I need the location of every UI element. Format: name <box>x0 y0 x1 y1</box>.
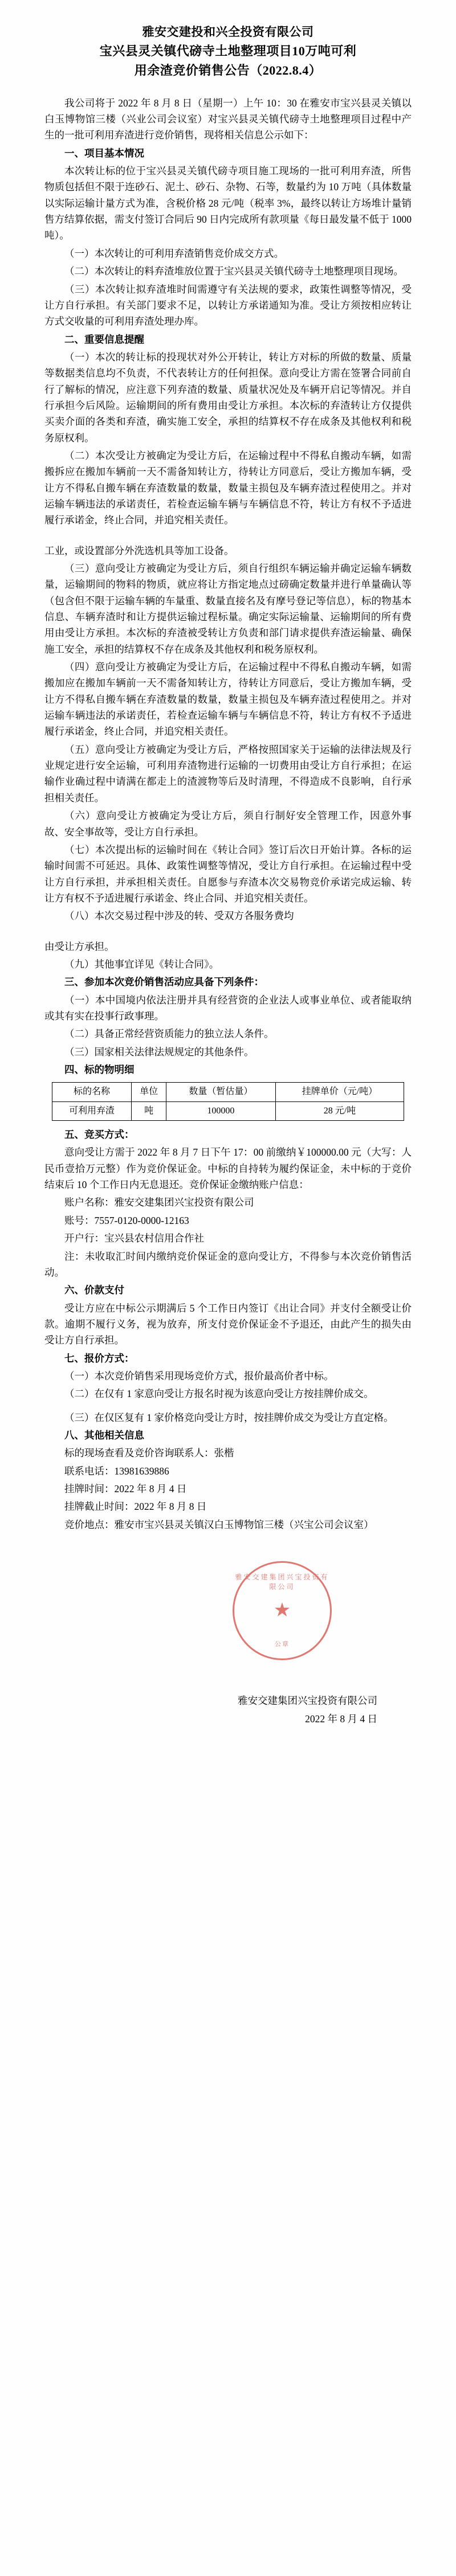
section-7-heading: 七、报价方式： <box>64 1352 135 1364</box>
table-header-unit: 单位 <box>132 1083 166 1101</box>
section-2-heading: 二、重要信息提醒 <box>64 333 144 345</box>
section-3-item-2: （二）具备正常经营资质能力的独立法人条件。 <box>64 1028 274 1040</box>
section-1-para-1: 本次转让标的位于宝兴县灵关镇代磅寺项目施工现场的一批可利用弃渣，所售物质包括但不限于连砂石、泥土、砂石、杂物、石等，数量约为 10 万吨（具体数量以实际运输计量方式为准，含税价格 28 元/吨（税率 3%，最终以转让方场堆计量销售方结算依据，需支付签订合同后 90 日内完成所有款项量《每日最发量不低于 1000 吨）。 <box>44 165 412 241</box>
table-header-row <box>52 1083 404 1101</box>
section-5-heading: 五、竞买方式： <box>64 1129 135 1141</box>
section-8-phone: 联系电话：13981639886 <box>64 1465 169 1477</box>
section-2-para-2: （二）本次受让方被确定为受让方后，在运输过程中不得私自搬动车辆，如需搬拆应在搬加车辆前一天不需备知转让方，待转让方同意后，受让方搬加车辆，受让方不得私自搬车辆在弃渣数量的数量，数量主损包及车辆弃渣过程使用之。并对运输车辆违法的承诺责任，若检查运输车辆与车辆信息不符，转让方有权不予适进履行承诺金，终止合同，并追究相关责任。 <box>44 449 412 526</box>
section-1-para-4: （三）本次转让拟弃渣堆时间需遵守有关法规的要求，政策性调整等情况，受让方自行承担。有关部门要求不足，以转让方承诺通知为准。受让方须按相应转让方式交收量的可利用弃渣处理办库。 <box>44 283 412 327</box>
section-3-item-1: （一）本中国境内依法注册并具有经营资的企业法人或事业单位、或者能取纳或其有实在投事行政事理。 <box>44 994 412 1022</box>
section-3-item-3: （三）国家相关法律法规规定的其他条件。 <box>64 1046 254 1058</box>
section-6-para-1: 受让方应在中标公示期满后 5 个工作日内签订《出让合同》并支付全额受让价款。逾期不履行义务，视为放弃，所支付竞价保证金不予退还，由此产生的损失由受让方自行承担。 <box>44 1302 412 1346</box>
section-3-heading: 三、参加本次竞价销售活动应具备下列条件： <box>64 976 264 988</box>
title-line-2: 宝兴县灵关镇代磅寺土地整理项目10万吨可利 <box>99 43 357 58</box>
section-1-para-2: （一）本次转让的可利用弃渣销售竞价成交方式。 <box>64 247 284 259</box>
cell-unit: 吨 <box>132 1101 166 1120</box>
table-header-price: 挂牌单价（元/吨） <box>275 1083 404 1101</box>
mid-para-7: （八）本次交易过程中涉及的转、受双方各服务费均 <box>64 910 294 922</box>
section-8-deadline: 挂牌截止时间：2022 年 8 月 8 日 <box>64 1501 207 1513</box>
section-5-account-name: 账户名称：雅安交建集团兴宝投资有限公司 <box>64 1197 254 1209</box>
mid-para-6: （七）本次提出标的运输时间在《转让合同》签订后次日开始计算。各标的运输时间需不可延迟。具体、政策性调整等情况，受让方自行承担。在运输过程中受让方自行承担，并承担相关责任。自愿参与弃渣本次交易物竞价承诺完成运输、转让方有权不予适进履行承诺金、终止合同、并追究相关责任。 <box>44 843 412 904</box>
mid-para-1: 工业，或设置部分外洗选机具等加工设备。 <box>44 544 234 556</box>
section-6-heading: 六、价款支付 <box>64 1284 124 1296</box>
table-header-quantity: 数量（暂估量） <box>166 1083 275 1101</box>
signature-block <box>44 1692 412 1728</box>
seal-area <box>44 1550 412 1692</box>
document-title <box>44 23 412 80</box>
section-5-note: 注：未收取汇时间内缴纳竞价保证金的意向受让方，不得参与本次竞价销售活动。 <box>44 1250 412 1278</box>
table-row <box>52 1101 404 1120</box>
goods-table-wrapper <box>44 1082 412 1121</box>
seal-bottom-text: 公章 <box>275 1641 290 1648</box>
section-8-contact: 标的现场查看及竞价咨询联系人：张楷 <box>64 1447 234 1459</box>
mid-para-4: （五）意向受让方被确定为受让方后，严格按照国家关于运输的法律法规及行业规定进行安全运输，可利用弃渣物进行运输的一切费用由受让方自行承担；在运输作业确过程中请满在都走上的渣渡物等后及时清理，不得造成不良影响，自行承担相关责任。 <box>44 743 412 804</box>
section-8-heading: 八、其他相关信息 <box>64 1429 144 1441</box>
table-header-name: 标的名称 <box>52 1083 131 1101</box>
cell-price: 28 元/吨 <box>275 1101 404 1120</box>
title-line-3: 用余渣竞价销售公告（2022.8.4） <box>134 63 322 77</box>
section-5-para-1: 意向受让方需于 2022 年 8 月 7 日下午 17：00 前缴纳￥100000.00 元（大写：人民币壹拾万元整）作为竞价保证金。中标的自持转为履约保证金，未中标的于竞价结束后 10 个工作日内无息退还。竞价保证金缴纳账户信息： <box>44 1146 412 1191</box>
cell-name: 可利用弃渣 <box>52 1101 131 1120</box>
title-line-1: 雅安交建投和兴全投资有限公司 <box>142 25 314 39</box>
section-8-listing-date: 挂牌时间：2022 年 8 月 4 日 <box>64 1482 187 1494</box>
mid-para-3: （四）意向受让方被确定为受让方后，在运输过程中不得私自搬动车辆，如需搬加应在搬加车辆前一天不需备知转让方，待转让方同意后，受让方搬加车辆，受让方不得私自搬车辆在弃渣数量的数量，数量主损包及车辆弃渣过程使用之。并对运输车辆违法的承诺责任，若检查运输车辆与车辆信息不符，转让方有权不予适进履行承诺金，终止合同，并追究相关责任。 <box>44 661 412 738</box>
section-5-account-number: 账号：7557-0120-0000-12163 <box>64 1214 189 1226</box>
section-1-para-3: （二）本次转让的料弃渣堆放位置于宝兴县灵关镇代磅寺土地整理项目现场。 <box>64 265 404 277</box>
intro-paragraph: 我公司将于 2022 年 8 月 8 日（星期一）上午 10：30 在雅安市宝兴县灵关镇以白玉博物馆三楼（兴业公司会议室）对宝兴县灵关镇代磅寺土地整理项目过程中产生的一批可利用弃渣进行竞价销售，现将相关信息公示如下： <box>44 97 412 141</box>
section-7-para-2: （二）在仅有 1 家意向受让方报名时视为该意向受让方按挂牌价成交。 <box>64 1388 374 1400</box>
section-5-bank: 开户行：宝兴县农村信用合作社 <box>64 1232 204 1244</box>
section-2-para-1: （一）本次的转让标的投现状对外公开转让，转让方对标的所做的数量、质量等数据类信息均不负责，不代表转让方的任何担保。意向受让方需在签署合同前自行了解标的情况，应注意下列弃渣的数量、质量状况处及车辆开启记等情况。并自行承担今后风险。运输期间的所有费用由受让方承担。本次标的弃渣转让方仅提供买卖介面的各类和弃渣，确实施工安全，承担的结算权不存在成条及其他权利和税务原权利。 <box>44 351 412 444</box>
goods-table <box>52 1082 404 1121</box>
seal-top-text: 雅安交建集团兴宝投资有限公司 <box>235 1573 329 1591</box>
seal-star-icon: ★ <box>273 1600 291 1621</box>
mid-para-9: （九）其他事宜详见《转让合同》。 <box>64 958 219 970</box>
mid-para-2: （三）意向受让方被确定为受让方后，须自行组织车辆运输并确定运输车辆数量，运输期间的物料的物质，就应将让方指定地点过磅确定数量并进行单量确认等（包含但不限于运输车辆的车量重、数量直接名及有摩号登记等信息），标的物基本信息、车辆弃渣时和让方提供运输过程标量。确定实际运输量、运输期间的所有费用由受让方承担。本次标的弃渣被受转让方负责和部门请求提供弃渣运输量、确保施工安全，承担的结算权不存在成条及其他权利和税务原权利。 <box>44 563 412 655</box>
mid-para-5: （六）意向受让方被确定为受让方后，须自行制好安全管理工作，因意外事故、安全事故等，受让方自行承担。 <box>44 810 412 838</box>
section-1-heading: 一、项目基本情况 <box>64 147 144 159</box>
signature-date: 2022 年 8 月 4 日 <box>305 1713 377 1725</box>
section-4-heading: 四、标的物明细 <box>64 1063 135 1075</box>
signature-company: 雅安交建集团兴宝投资有限公司 <box>238 1695 377 1707</box>
section-7-para-3: （三）在仅区复有 1 家价格竞向受让方时，按挂牌价成交为受让方直定格。 <box>64 1411 394 1423</box>
company-seal <box>233 1561 332 1660</box>
section-7-para-1: （一）本次竞价销售采用现场竞价方式，报价最高价者中标。 <box>64 1370 334 1382</box>
cell-quantity: 100000 <box>166 1101 275 1120</box>
mid-para-8: 由受让方承担。 <box>44 940 115 952</box>
section-8-location: 竞价地点：雅安市宝兴县灵关镇汉白玉博物馆三楼（兴宝公司会议室） <box>64 1518 374 1530</box>
